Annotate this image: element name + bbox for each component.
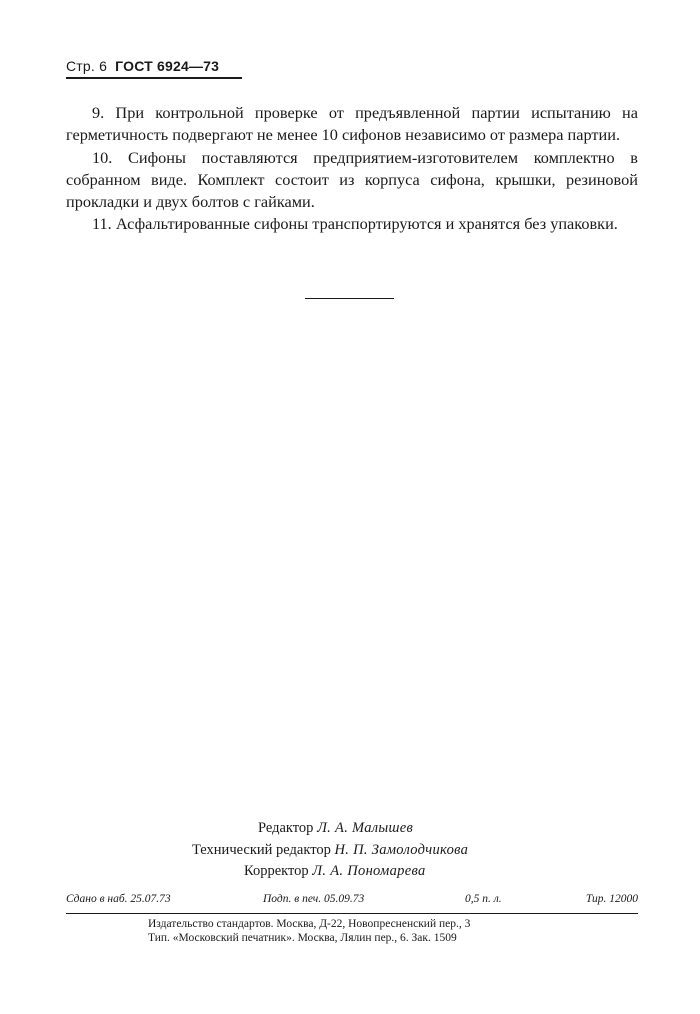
imprint-sent: Сдано в наб. 25.07.73: [66, 893, 171, 905]
section-separator: [305, 298, 394, 299]
body-text: [66, 102, 638, 236]
credit-tech-editor: [150, 840, 570, 862]
standard-number: ГОСТ 6924—73: [115, 58, 220, 74]
imprint-print-run: Тир. 12000: [585, 893, 638, 905]
paragraph-9: 9. При контрольной проверке от предъявленной партии испытанию на герметичность подвергают не менее 10 сифонов независимо от размера партии.: [66, 103, 638, 145]
imprint: [66, 893, 638, 909]
credit-corrector: [150, 861, 570, 883]
imprint-signed: Подп. в печ. 05.09.73: [263, 893, 365, 905]
corrector-role: Корректор: [244, 863, 309, 879]
imprint-row: [66, 893, 638, 909]
corrector-name: Л. А. Пономарева: [312, 863, 426, 879]
imprint-rule: [66, 913, 638, 914]
publisher: [148, 918, 470, 945]
publisher-line-2: Тип. «Московский печатник». Москва, Лялин пер., 6. Зак. 1509: [148, 931, 457, 944]
publisher-line-1: Издательство стандартов. Москва, Д-22, Новопресненский пер., 3: [148, 918, 471, 930]
tech-editor-name: Н. П. Замолодчикова: [334, 841, 469, 858]
page-number: Стр. 6: [66, 58, 108, 74]
editor-role: Редактор: [258, 820, 314, 836]
paragraph-11: 11. Асфальтированные сифоны транспортируются и хранятся без упаковки.: [92, 214, 618, 234]
tech-editor-role: Технический редактор: [192, 841, 331, 858]
editor-name: Л. А. Малышев: [317, 820, 414, 836]
page-header: [66, 58, 242, 79]
credit-editor: [150, 818, 570, 840]
imprint-sheets: 0,5 п. л.: [465, 893, 502, 905]
credits: [150, 818, 570, 883]
paragraph-10: 10. Сифоны поставляются предприятием-изготовителем комплектно в собранном виде. Комплект состоит из корпуса сифона, крышки, резиновой прокладки и двух болтов с гайками.: [66, 147, 638, 212]
